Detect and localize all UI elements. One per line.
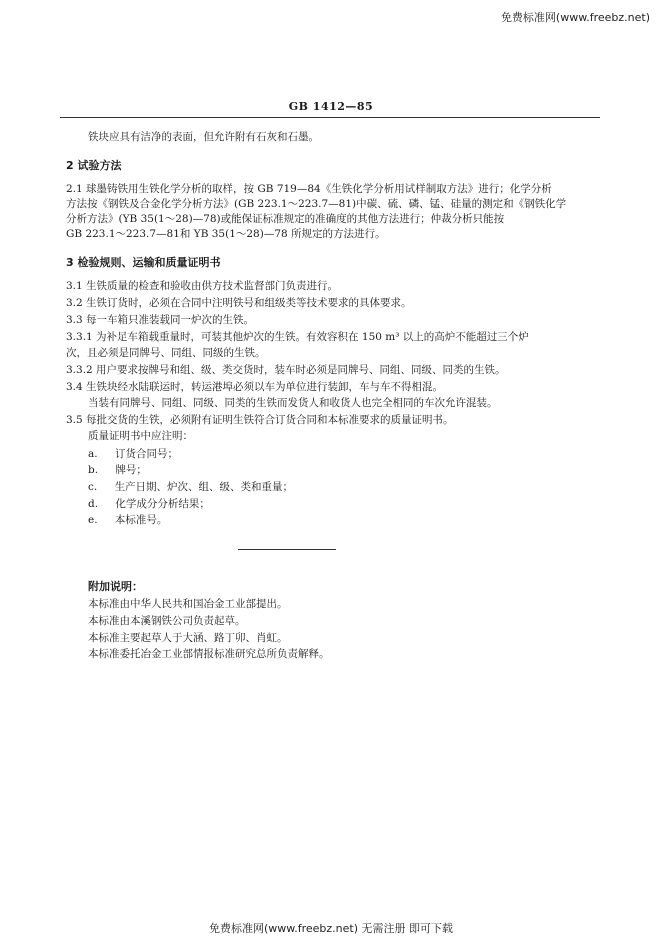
list-item <box>88 497 210 511</box>
appendix-title: 附加说明： <box>88 580 143 593</box>
para-2-1-line: 2.1 球墨铸铁用生铁化学分析的取样，按 GB 719—84《生铁化学分析用试样制取方法》进行；化学分析 <box>66 183 552 195</box>
clause-3-4-cont: 当装有同牌号、同组、同级、同类的生铁而发货人和收货人也完全相同的车次允许混装。 <box>88 397 498 409</box>
clause-3-5: 3.5 每批交货的生铁，必须附有证明生铁符合订货合同和本标准要求的质量证明书。 <box>66 414 454 426</box>
list-item <box>88 447 178 461</box>
list-item-text: 本标准号。 <box>114 514 168 526</box>
list-item <box>88 513 167 527</box>
list-item-letter: a. <box>88 448 98 460</box>
clause-3-4: 3.4 生铁块经水陆联运时，转运港埠必须以车为单位进行装卸，车与车不得相混。 <box>66 381 444 393</box>
clause-3-3-2: 3.3.2 用户要求按牌号和组、级、类交货时，装车时必须是同牌号、同组、同级、同类的生铁。 <box>66 364 506 376</box>
list-item-text: 订货合同号； <box>114 448 178 460</box>
section-2-title: 2 试验方法 <box>66 159 122 172</box>
list-item-text: 化学成分分析结果； <box>115 498 210 510</box>
clause-3-3-1-cont: 次，且必须是同牌号、同组、同级的生铁。 <box>66 347 266 359</box>
list-item-letter: e. <box>88 514 98 526</box>
section-divider <box>238 549 336 550</box>
list-item-letter: b. <box>88 464 99 476</box>
list-item <box>88 463 147 477</box>
standard-header: GB 1412—85 <box>288 100 374 113</box>
para-2-1-line: GB 223.1～223.7—81和 YB 35(1～28)—78 所规定的方法进行。 <box>66 228 386 240</box>
header-rule <box>60 117 600 118</box>
watermark-top: 免费标准网(www.freebz.net) <box>500 11 650 24</box>
clause-3-3: 3.3 每一车箱只准装载同一炉次的生铁。 <box>66 314 255 326</box>
watermark-bottom: 免费标准网(www.freebz.net) 无需注册 即可下载 <box>208 922 454 935</box>
certificate-note: 质量证明书中应注明： <box>88 430 193 442</box>
appendix-line: 本标准主要起草人于大涵、路丁卯、肖虹。 <box>88 632 288 644</box>
clause-3-2: 3.2 生铁订货时，必须在合同中注明铁号和组级类等技术要求的具体要求。 <box>66 297 412 309</box>
list-item-text: 牌号； <box>115 464 147 476</box>
appendix-line: 本标准委托冶金工业部情报标准研究总所负责解释。 <box>88 648 330 660</box>
list-item-letter: c. <box>88 481 98 493</box>
intro-line: 铁块应具有洁净的表面，但允许附有石灰和石墨。 <box>88 131 319 143</box>
appendix-line: 本标准由本溪钢铁公司负责起草。 <box>88 615 246 627</box>
para-2-1-line: 分析方法》(YB 35(1～28)—78)或能保证标准规定的准确度的其他方法进行；仲裁分析只能按 <box>66 213 505 225</box>
list-item-letter: d. <box>88 498 99 510</box>
list-item <box>88 480 293 494</box>
clause-3-1: 3.1 生铁质量的检查和验收由供方技术监督部门负责进行。 <box>66 280 339 292</box>
appendix-line: 本标准由中华人民共和国冶金工业部提出。 <box>88 598 288 610</box>
list-item-text: 生产日期、炉次、组、级、类和重量； <box>114 481 294 493</box>
section-3-title: 3 检验规则、运输和质量证明书 <box>66 256 221 269</box>
clause-3-3-1: 3.3.1 为补足车箱载重量时，可装其他炉次的生铁。有效容积在 150 m³ 以上的高炉不能超过三个炉 <box>66 331 529 343</box>
para-2-1-line: 方法按《钢铁及合金化学分析方法》(GB 223.1～223.7—81)中碳、硫、磷、锰、硅量的测定和《钢铁化学 <box>66 198 567 210</box>
